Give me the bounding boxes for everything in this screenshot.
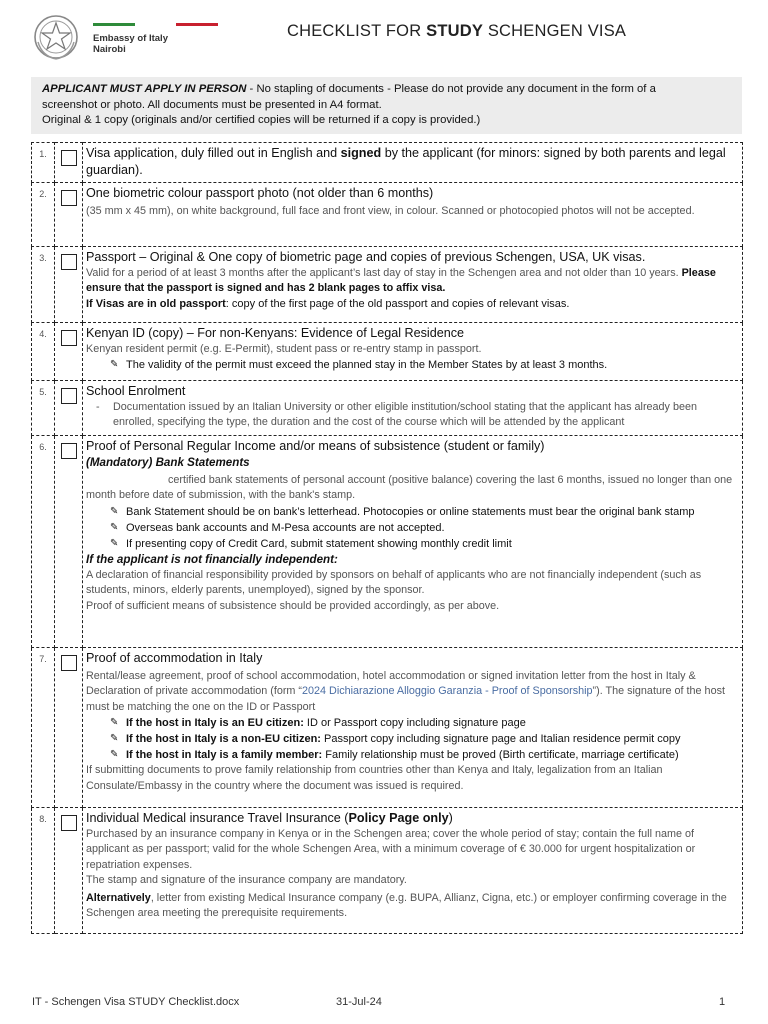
bullet-hand-icon: ✎ (110, 521, 119, 533)
item-3-lead: Passport – Original & One copy of biometric page and copies of previous Schengen, USA, UK visas. (86, 250, 646, 264)
item-5-dash: Documentation issued by an Italian University or other eligible institution/school stating that the applicant has already been enrolled, specifying the type, the duration and the cost of the course which will be attended by the applicant (113, 400, 697, 428)
bullet-hand-icon: ✎ (110, 717, 119, 728)
item-8-lead-bold: Policy Page only (348, 811, 449, 825)
item-7-sub-post: ”). The signature of the host must be matching the one on the ID or Passport (86, 685, 725, 713)
item-8-alt-bold: Alternatively (86, 891, 151, 904)
item-7-lead: Proof of accommodation in Italy (86, 651, 263, 665)
checkbox-cell (55, 247, 83, 323)
item-3-old-rest: : copy of the first page of the old passport and copies of relevant visas. (225, 297, 570, 310)
item-7-b3-rest: Family relationship must be proved (Birth certificate, marriage certificate) (322, 749, 679, 761)
sponsorship-form-link[interactable]: 2024 Dichiarazione Alloggio Garanzia - Proof of Sponsorship (302, 685, 593, 697)
item-6-mandatory: (Mandatory) Bank Statements (86, 455, 250, 469)
item-number: 4. (32, 323, 55, 381)
item-checkbox[interactable] (61, 254, 77, 270)
item-number: 1. (32, 143, 55, 183)
item-3-sub: Valid for a period of at least 3 months after the applicant’s last day of stay in the Schengen area and not older than 10 years. (86, 266, 682, 279)
title-post: SCHENGEN VISA (483, 22, 627, 40)
notice-line-1: - No stapling of documents - Please do not provide any document in the form of a (246, 83, 656, 95)
notice-line-3: Original & 1 copy (originals and/or certified copies will be returned if a copy is provided.) (42, 114, 481, 126)
item-6-bullet-3: If presenting copy of Credit Card, submit statement showing monthly credit limit (126, 537, 512, 550)
checklist-table (31, 142, 743, 934)
item-content (83, 183, 743, 247)
bullet-hand-icon: ✎ (110, 359, 119, 370)
item-content (83, 436, 743, 648)
item-3-sub-bold: Please ensure that the passport is signed and has 2 blank pages to affix visa. (86, 266, 716, 294)
flag-green (93, 23, 135, 26)
item-number: 5. (32, 381, 55, 436)
bullet-hand-icon: ✎ (110, 733, 119, 744)
item-8-stamp: The stamp and signature of the insurance company are mandatory. (86, 874, 407, 886)
flag-bar (93, 23, 218, 26)
item-7-b1-rest: ID or Passport copy including signature page (303, 717, 526, 729)
item-6-lead: Proof of Personal Regular Income and/or means of subsistence (student or family) (86, 439, 545, 453)
checklist-item-6 (32, 436, 743, 648)
title-pre: CHECKLIST FOR (287, 22, 427, 40)
checklist-item-5 (32, 381, 743, 436)
bullet-hand-icon: ✎ (110, 537, 119, 549)
item-checkbox[interactable] (61, 815, 77, 831)
item-content (83, 143, 743, 183)
item-6-bank-text: certified bank statements of personal account (positive balance) covering the last 6 months, issued no longer than one month before date of submission, with the bank's stamp. (86, 473, 733, 501)
item-6-proof: Proof of sufficient means of subsistence should be provided accordingly, as per above. (86, 599, 500, 612)
item-checkbox[interactable] (61, 655, 77, 671)
item-checkbox[interactable] (61, 190, 77, 206)
checkbox-cell (55, 648, 83, 808)
item-6-bullet-1: Bank Statement should be on bank’s letterhead. Photocopies or online statements must bear the original bank stamp (126, 505, 695, 518)
item-content (83, 808, 743, 934)
item-6-not-independent: If the applicant is not financially independent: (86, 552, 338, 566)
item-checkbox[interactable] (61, 330, 77, 346)
item-6-bullet-2: Overseas bank accounts and M-Pesa accounts are not accepted. (126, 521, 445, 534)
item-7-b3-bold: If the host in Italy is a family member: (126, 749, 323, 761)
title-bold: STUDY (426, 22, 484, 40)
embassy-line-2: Nairobi (93, 44, 126, 55)
item-number: 3. (32, 247, 55, 323)
item-content (83, 381, 743, 436)
item-4-bullet: The validity of the permit must exceed the planned stay in the Member States by at least 3 months. (126, 359, 608, 371)
flag-white (135, 23, 177, 26)
item-7-b2-bold: If the host in Italy is a non-EU citizen: (126, 733, 321, 745)
item-checkbox[interactable] (61, 388, 77, 404)
item-7-legalization: If submitting documents to prove family relationship from countries other than Kenya and Italy, legalization from an Italian Consulate/Embassy in the country where the document was issued is required. (86, 764, 663, 792)
item-1-lead-bold: signed (340, 146, 382, 160)
item-checkbox[interactable] (61, 443, 77, 459)
item-6-declaration: A declaration of financial responsibility provided by sponsors on behalf of applicants who are not financially independent (such as students, minors, elderly parents, unemployed), signed by the sponsor. (86, 568, 702, 596)
item-2-lead: One biometric colour passport photo (not older than 6 months) (86, 186, 434, 200)
embassy-line-1: Embassy of Italy (93, 33, 168, 44)
notice-emphasis: APPLICANT MUST APPLY IN PERSON (42, 83, 247, 95)
page-title (287, 22, 626, 41)
checklist-item-8 (32, 808, 743, 934)
item-5-lead: School Enrolment (86, 384, 186, 398)
item-number: 7. (32, 648, 55, 808)
item-8-lead-post: ) (448, 811, 453, 825)
item-7-sub-pre: Rental/lease agreement, proof of school accommodation, hotel accommodation or signed invitation letter from the host in Italy & Declaration of private accommodation (form “ (86, 669, 696, 697)
applicant-notice (31, 77, 742, 134)
item-8-sub: Purchased by an insurance company in Kenya or in the Schengen area; cover the whole period of stay; contain the full name of applicant as per passport; valid for the whole Schengen Area, with a minimum coverage of € 30.000 for urgent hospitalization or repatriation expenses. (86, 827, 696, 871)
checkbox-cell (55, 381, 83, 436)
notice-line-2: screenshot or photo. All documents must be presented in A4 format. (42, 98, 382, 111)
bullet-hand-icon: ✎ (110, 505, 119, 517)
item-7-b1-bold: If the host in Italy is an EU citizen: (126, 717, 304, 729)
bullet-hand-icon: ✎ (110, 749, 119, 760)
flag-red (176, 23, 218, 26)
checklist-item-3 (32, 247, 743, 323)
checkbox-cell (55, 143, 83, 183)
checklist-item-2 (32, 183, 743, 247)
checkbox-cell (55, 323, 83, 381)
footer-date: 31-Jul-24 (336, 996, 382, 1008)
item-content (83, 247, 743, 323)
checkbox-cell (55, 808, 83, 934)
item-7-b2-rest: Passport copy including signature page and Italian residence permit copy (320, 733, 681, 745)
item-4-lead: Kenyan ID (copy) – For non-Kenyans: Evidence of Legal Residence (86, 326, 465, 340)
embassy-name (93, 33, 168, 55)
item-checkbox[interactable] (61, 150, 77, 166)
page-header (0, 0, 768, 72)
item-number: 8. (32, 808, 55, 934)
item-content (83, 648, 743, 808)
item-8-alt-rest: , letter from existing Medical Insurance company (e.g. BUPA, Allianz, Cigna, etc.) or employer confirming coverage in the Schengen area meeting the prerequisite requirements. (86, 891, 727, 919)
item-number: 6. (32, 436, 55, 648)
checklist-item-1 (32, 143, 743, 183)
item-3-old-bold: If Visas are in old passport (86, 297, 226, 310)
checkbox-cell (55, 436, 83, 648)
item-1-lead-pre: Visa application, duly filled out in English and (86, 146, 341, 160)
item-1-lead-post: by the applicant (for minors: signed by both parents and legal guardian). (86, 146, 726, 177)
footer-filename: IT - Schengen Visa STUDY Checklist.docx (32, 996, 240, 1008)
item-8-lead-pre: Individual Medical insurance Travel Insurance ( (86, 811, 349, 825)
item-4-sub: Kenyan resident permit (e.g. E-Permit), student pass or re-entry stamp in passport. (86, 342, 482, 355)
item-number: 2. (32, 183, 55, 247)
item-content (83, 323, 743, 381)
italian-emblem-icon (32, 12, 80, 62)
checklist-item-7 (32, 648, 743, 808)
footer-page-number: 1 (719, 996, 726, 1008)
item-2-sub: (35 mm x 45 mm), on white background, full face and front view, in colour. Scanned or photocopied photos will not be accepted. (86, 204, 695, 217)
checklist-item-4 (32, 323, 743, 381)
dash-bullet: - (96, 400, 100, 413)
checkbox-cell (55, 183, 83, 247)
